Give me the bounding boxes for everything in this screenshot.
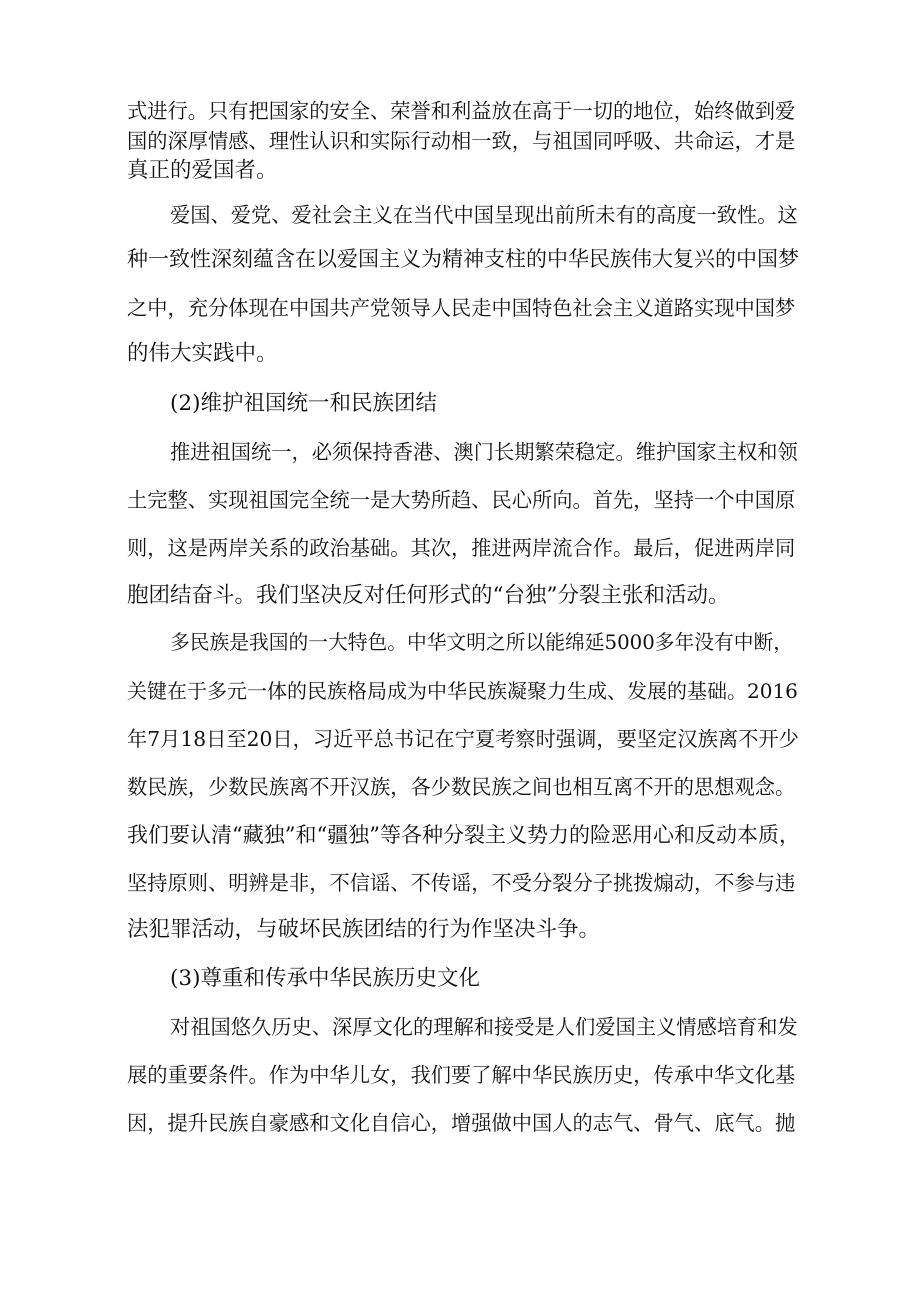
text-line: 因，提升民族自豪感和文化自信心，增强做中国人的志气、骨气、底气。抛 (127, 1111, 796, 1135)
text-line: 对祖国悠久历史、深厚文化的理解和接受是人们爱国主义情感培育和发 (170, 1015, 798, 1039)
text-line: 之中，充分体现在中国共产党领导人民走中国特色社会主义道路实现中国梦 (127, 296, 796, 320)
text-line: 关键在于多元一体的民族格局成为中华民族凝聚力生成、发展的基础。2016 (127, 679, 798, 703)
text-line: 胞团结奋斗。我们坚决反对任何形式的“台独”分裂主张和活动。 (127, 583, 730, 608)
section-heading: (2)维护祖国统一和民族团结 (170, 391, 437, 416)
text-line: 展的重要条件。作为中华儿女，我们要了解中华民族历史，传承中华文化基 (127, 1063, 796, 1087)
text-line: 我们要认清“藏独”和“疆独”等各种分裂主义势力的险恶用心和反动本质， (127, 823, 800, 847)
text-line: 爱国、爱党、爱社会主义在当代中国呈现出前所未有的高度一致性。这 (170, 203, 798, 227)
text-line: 土完整、实现祖国完全统一是大势所趋、民心所向。首先，坚持一个中国原 (127, 488, 796, 512)
text-line: 法犯罪活动，与破坏民族团结的行为作坚决斗争。 (127, 917, 601, 942)
text-line: 坚持原则、明辨是非，不信谣、不传谣，不受分裂分子挑拨煽动，不参与违 (127, 871, 796, 895)
text-line: 的伟大实践中。 (127, 341, 278, 366)
text-line: 年7月18日至20日，习近平总书记在宁夏考察时强调，要坚定汉族离不开少 (127, 727, 799, 751)
text-line: 真正的爱国者。 (127, 158, 278, 183)
text-line: 多民族是我国的一大特色。中华文明之所以能绵延5000多年没有中断， (170, 631, 794, 654)
text-line: 数民族，少数民族离不开汉族，各少数民族之间也相互离不开的思想观念。 (127, 775, 796, 799)
text-line: 种一致性深刻蕴含在以爱国主义为精神支柱的中华民族伟大复兴的中国梦 (127, 247, 799, 271)
text-line: 国的深厚情感、理性认识和实际行动相一致，与祖国同呼吸、共命运，才是 (127, 129, 796, 153)
text-line: 则，这是两岸关系的政治基础。其次，推进两岸流合作。最后，促进两岸同 (127, 536, 796, 560)
text-line: 推进祖国统一，必须保持香港、澳门长期繁荣稳定。维护国家主权和领 (170, 440, 798, 464)
section-heading: (3)尊重和传承中华民族历史文化 (170, 966, 480, 991)
text-line: 式进行。只有把国家的安全、荣誉和利益放在高于一切的地位，始终做到爱 (127, 99, 796, 123)
